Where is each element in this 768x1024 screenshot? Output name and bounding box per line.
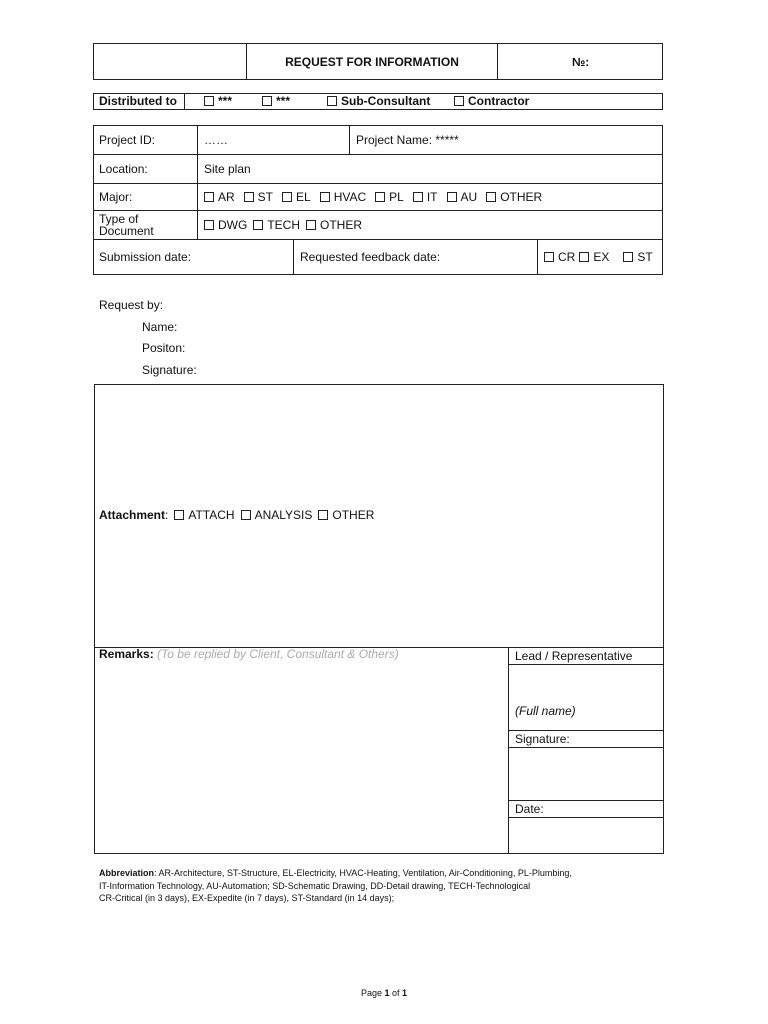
major-option-pl[interactable] xyxy=(375,190,404,204)
priority-option-label: ST xyxy=(637,250,653,264)
attachment-option-label: ATTACH xyxy=(188,508,235,522)
checkbox-icon[interactable] xyxy=(262,96,272,106)
checkbox-icon[interactable] xyxy=(486,192,496,202)
location-label: Location: xyxy=(99,161,148,176)
request-by-label: Request by: xyxy=(99,298,164,312)
major-option-au[interactable] xyxy=(447,190,478,204)
doc-type-option-other[interactable] xyxy=(306,218,362,232)
doc-type-option-tech[interactable] xyxy=(253,218,300,232)
distribution-option-4[interactable] xyxy=(454,93,529,110)
checkbox-icon[interactable] xyxy=(623,252,633,262)
checkbox-icon[interactable] xyxy=(204,192,214,202)
checkbox-icon[interactable] xyxy=(306,220,316,230)
checkbox-icon[interactable] xyxy=(413,192,423,202)
attachment-option-label: ANALYSIS xyxy=(254,508,313,522)
attachment-option-analysis[interactable] xyxy=(241,508,313,522)
distribution-option-4-label: Contractor xyxy=(468,94,530,108)
major-option-st[interactable] xyxy=(244,190,273,204)
requester-signature-label[interactable]: Signature: xyxy=(142,363,197,377)
distribution-option-3-label: Sub-Consultant xyxy=(341,94,431,108)
priority-option-label: CR xyxy=(558,250,576,264)
major-option-label: PL xyxy=(389,189,404,204)
lead-line-5 xyxy=(508,817,664,818)
doc-type-label: Type of Document xyxy=(99,211,154,238)
lead-line-2 xyxy=(508,730,664,731)
checkbox-icon[interactable] xyxy=(174,510,184,520)
priority-option-st[interactable] xyxy=(623,250,652,264)
major-option-label: HVAC xyxy=(333,189,367,204)
major-option-label: EL xyxy=(296,189,311,204)
attachment-option-label: OTHER xyxy=(332,508,375,522)
remarks-header xyxy=(99,647,399,661)
major-option-label: IT xyxy=(426,189,438,204)
location-value[interactable]: Site plan xyxy=(204,161,251,176)
page-prefix: Page xyxy=(360,988,385,998)
abbreviation-note xyxy=(99,867,659,905)
major-option-label: AR xyxy=(218,189,235,204)
page-of: of xyxy=(389,988,403,998)
remarks-divider xyxy=(508,647,509,854)
lead-signature-label[interactable]: Signature: xyxy=(515,732,570,746)
page-current: 1 xyxy=(384,988,390,998)
remarks-hint: (To be replied by Client, Consultant & Others) xyxy=(157,647,399,661)
distribution-option-2[interactable] xyxy=(262,93,290,110)
distribution-option-1-label: *** xyxy=(218,94,233,108)
checkbox-icon[interactable] xyxy=(204,220,214,230)
lead-line-3 xyxy=(508,747,664,748)
abbreviation-line-2: IT-Information Technology, AU-Automation; SD-Schematic Drawing, DD-Detail drawing, TECH-Technological xyxy=(99,880,531,891)
lead-line-4 xyxy=(508,800,664,801)
attachment-colon: : xyxy=(165,508,169,522)
remarks-label: Remarks: xyxy=(99,647,154,661)
checkbox-icon[interactable] xyxy=(241,510,251,520)
checkbox-icon[interactable] xyxy=(447,192,457,202)
page-total: 1 xyxy=(402,988,408,998)
major-option-hvac[interactable] xyxy=(320,190,366,204)
checkbox-icon[interactable] xyxy=(454,96,464,106)
form-number-label: №: xyxy=(571,54,590,69)
priority-options xyxy=(538,239,663,275)
attachment-row xyxy=(99,508,383,522)
remarks-textarea[interactable] xyxy=(95,664,507,853)
checkbox-icon[interactable] xyxy=(244,192,254,202)
abbreviation-line-3: CR-Critical (in 3 days), EX-Expedite (in 7 days), ST-Standard (in 14 days); xyxy=(99,893,395,903)
abbreviation-label: Abbreviation xyxy=(99,868,155,878)
distribution-label: Distributed to xyxy=(99,94,177,108)
lead-date-label[interactable]: Date: xyxy=(515,802,544,816)
major-label: Major: xyxy=(99,189,133,204)
form-title: REQUEST FOR INFORMATION xyxy=(285,54,459,69)
attachment-option-attach[interactable] xyxy=(174,508,234,522)
major-options xyxy=(198,183,663,210)
doc-type-option-label: DWG xyxy=(218,217,248,232)
abbreviation-line-1 xyxy=(99,867,659,880)
checkbox-icon[interactable] xyxy=(320,192,330,202)
major-option-other[interactable] xyxy=(486,190,542,204)
checkbox-icon[interactable] xyxy=(204,96,214,106)
major-option-label: ST xyxy=(257,189,274,204)
major-option-el[interactable] xyxy=(282,190,311,204)
requester-position-label[interactable]: Positon: xyxy=(142,341,186,355)
doc-type-option-label: OTHER xyxy=(320,217,362,232)
major-option-it[interactable] xyxy=(413,190,438,204)
checkbox-icon[interactable] xyxy=(253,220,263,230)
requester-name-label[interactable]: Name: xyxy=(142,320,178,334)
full-name-label[interactable]: (Full name) xyxy=(515,704,576,718)
major-option-label: AU xyxy=(460,189,478,204)
distribution-divider xyxy=(184,93,185,110)
doc-type-options xyxy=(198,210,663,239)
lead-representative-label: Lead / Representative xyxy=(515,649,633,663)
distribution-option-2-label: *** xyxy=(276,94,291,108)
priority-option-cr[interactable] xyxy=(544,250,575,264)
distribution-option-1[interactable] xyxy=(204,93,232,110)
priority-option-ex[interactable] xyxy=(579,250,609,264)
major-option-ar[interactable] xyxy=(204,190,235,204)
checkbox-icon[interactable] xyxy=(579,252,589,262)
abbreviation-text-1: : AR-Architecture, ST-Structure, EL-Electricity, HVAC-Heating, Ventilation, Air-Conditioning, PL-Plumbing, xyxy=(154,868,572,878)
attachment-option-other[interactable] xyxy=(318,508,374,522)
feedback-date-label[interactable]: Requested feedback date: xyxy=(300,250,441,264)
checkbox-icon[interactable] xyxy=(544,252,554,262)
submission-date-label[interactable]: Submission date: xyxy=(99,250,192,264)
checkbox-icon[interactable] xyxy=(327,96,337,106)
lead-line-1 xyxy=(508,664,664,665)
checkbox-icon[interactable] xyxy=(318,510,328,520)
project-name-label[interactable]: Project Name: ***** xyxy=(356,132,459,147)
page-number xyxy=(0,988,768,998)
doc-type-option-label: TECH xyxy=(267,217,300,232)
project-id-value[interactable]: …… xyxy=(204,132,228,147)
doc-type-option-dwg[interactable] xyxy=(204,218,247,232)
major-option-label: OTHER xyxy=(500,189,543,204)
project-id-label: Project ID: xyxy=(99,132,156,147)
distribution-option-3[interactable] xyxy=(327,93,430,110)
checkbox-icon[interactable] xyxy=(375,192,385,202)
priority-option-label: EX xyxy=(593,250,610,264)
attachment-label: Attachment xyxy=(99,508,166,522)
checkbox-icon[interactable] xyxy=(282,192,292,202)
